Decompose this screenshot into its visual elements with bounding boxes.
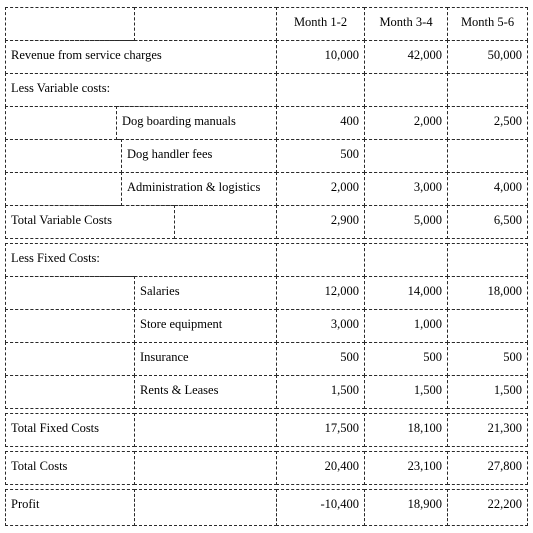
- value-cell: 500: [276, 342, 365, 376]
- row-label-left: [5, 342, 135, 376]
- value-cell: 27,800: [447, 451, 528, 485]
- value-cell: [276, 243, 365, 277]
- row-label-right: [134, 489, 277, 526]
- value-cell: [364, 73, 448, 107]
- row-label-left: [5, 309, 135, 343]
- value-cell: 5,000: [364, 205, 448, 239]
- row-label-right: Store equipment: [134, 309, 277, 343]
- value-cell: [447, 243, 528, 277]
- row-label-right: Administration & logistics: [121, 172, 277, 206]
- header-month-1-2: Month 1-2: [276, 7, 365, 41]
- row-label-right: Insurance: [134, 342, 277, 376]
- header-month-5-6: Month 5-6: [447, 7, 528, 41]
- row-label-right: Salaries: [134, 276, 277, 310]
- value-cell: 12,000: [276, 276, 365, 310]
- header-blank-2: [134, 7, 277, 41]
- value-cell: 1,500: [447, 375, 528, 409]
- value-cell: 1,500: [364, 375, 448, 409]
- row-label-left: [5, 375, 135, 409]
- row-label-right: [134, 451, 277, 485]
- value-cell: 50,000: [447, 40, 528, 74]
- value-cell: 20,400: [276, 451, 365, 485]
- value-cell: 2,000: [276, 172, 365, 206]
- value-cell: 4,000: [447, 172, 528, 206]
- value-cell: 2,000: [364, 106, 448, 140]
- value-cell: 42,000: [364, 40, 448, 74]
- row-label: Less Fixed Costs:: [5, 243, 277, 277]
- value-cell: [447, 309, 528, 343]
- row-label-left: Profit: [5, 489, 135, 526]
- value-cell: 400: [276, 106, 365, 140]
- row-label-left: [5, 106, 117, 140]
- value-cell: 3,000: [276, 309, 365, 343]
- value-cell: 500: [447, 342, 528, 376]
- value-cell: 18,000: [447, 276, 528, 310]
- row-label-right: Rents & Leases: [134, 375, 277, 409]
- row-label-right: Dog handler fees: [121, 139, 277, 173]
- value-cell: 23,100: [364, 451, 448, 485]
- value-cell: [276, 73, 365, 107]
- value-cell: 21,300: [447, 413, 528, 447]
- value-cell: [447, 139, 528, 173]
- row-label: Revenue from service charges: [5, 40, 277, 74]
- value-cell: 10,000: [276, 40, 365, 74]
- value-cell: 2,900: [276, 205, 365, 239]
- value-cell: -10,400: [276, 489, 365, 526]
- value-cell: 500: [364, 342, 448, 376]
- value-cell: 18,100: [364, 413, 448, 447]
- header-month-3-4: Month 3-4: [364, 7, 448, 41]
- value-cell: 3,000: [364, 172, 448, 206]
- row-label-left: Total Costs: [5, 451, 135, 485]
- value-cell: 18,900: [364, 489, 448, 526]
- value-cell: 22,200: [447, 489, 528, 526]
- row-label-right: [134, 413, 277, 447]
- value-cell: 17,500: [276, 413, 365, 447]
- value-cell: 1,000: [364, 309, 448, 343]
- row-label-left: [5, 172, 122, 206]
- value-cell: 500: [276, 139, 365, 173]
- row-label-right: [174, 205, 277, 239]
- row-label: Less Variable costs:: [5, 73, 277, 107]
- value-cell: 1,500: [276, 375, 365, 409]
- value-cell: [364, 139, 448, 173]
- value-cell: 2,500: [447, 106, 528, 140]
- row-label-right: Dog boarding manuals: [116, 106, 277, 140]
- value-cell: 6,500: [447, 205, 528, 239]
- row-label-left: Total Fixed Costs: [5, 413, 135, 447]
- row-label-left: Total Variable Costs: [5, 205, 175, 239]
- row-label-left: [5, 139, 122, 173]
- value-cell: [364, 243, 448, 277]
- value-cell: 14,000: [364, 276, 448, 310]
- row-label-left: [5, 276, 135, 310]
- header-blank-1: [5, 7, 135, 41]
- value-cell: [447, 73, 528, 107]
